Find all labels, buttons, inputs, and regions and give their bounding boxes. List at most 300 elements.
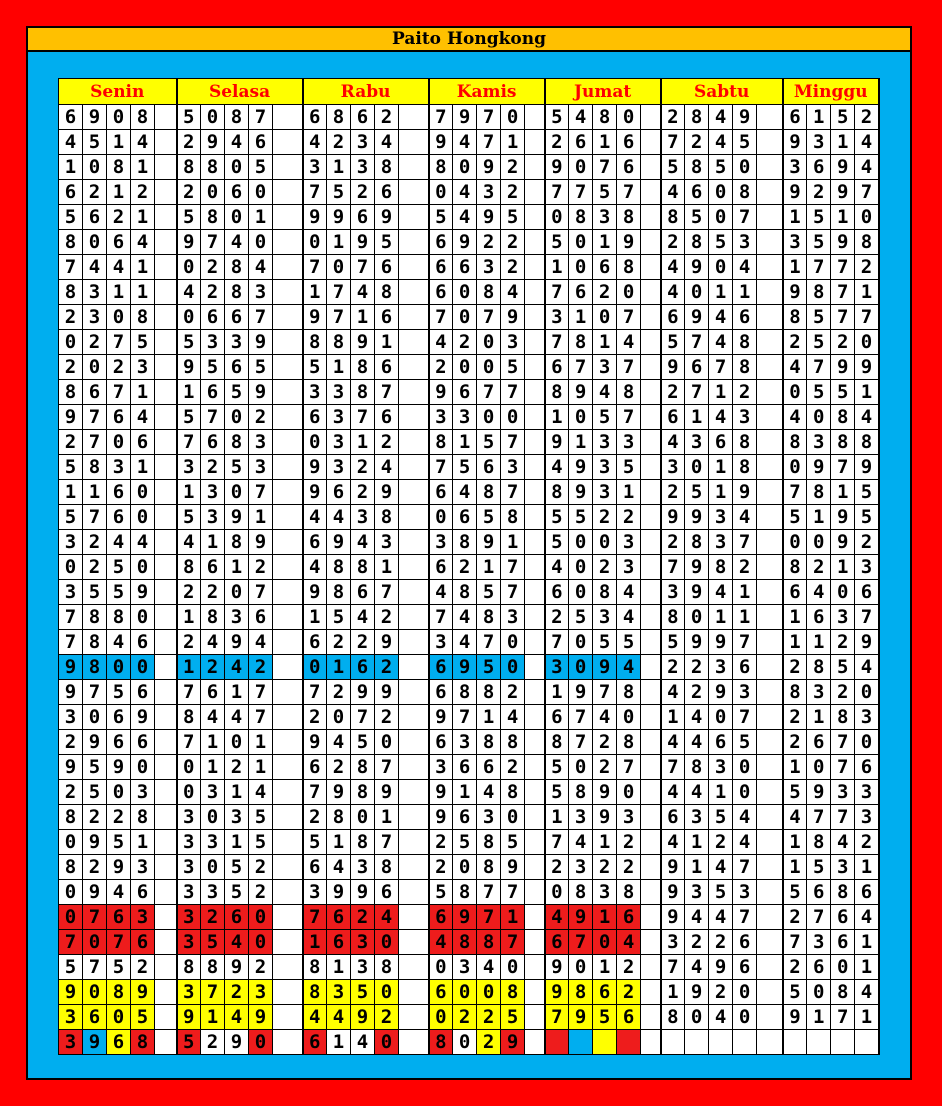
digit-cell: 8: [83, 605, 107, 630]
digit-cell: 2: [807, 180, 831, 205]
digit-cell: 2: [617, 955, 641, 980]
digit-cell: 5: [545, 505, 569, 530]
digit-cell: 9: [501, 305, 525, 330]
digit-cell: 8: [783, 305, 807, 330]
spacer-cell: [641, 805, 661, 830]
digit-cell: 4: [685, 955, 709, 980]
digit-cell: 3: [225, 330, 249, 355]
digit-cell: 3: [733, 405, 757, 430]
digit-cell: 3: [131, 905, 155, 930]
digit-cell: 4: [661, 780, 685, 805]
spacer-cell: [757, 980, 783, 1005]
digit-cell: 5: [545, 230, 569, 255]
spacer-cell: [757, 655, 783, 680]
spacer-cell: [641, 1005, 661, 1030]
digit-cell: 0: [501, 655, 525, 680]
spacer-cell: [399, 605, 429, 630]
digit-cell: 4: [131, 130, 155, 155]
digit-cell: 2: [855, 530, 879, 555]
digit-cell: 4: [733, 830, 757, 855]
spacer-cell: [525, 555, 545, 580]
digit-cell: 1: [351, 305, 375, 330]
digit-cell: 5: [831, 380, 855, 405]
digit-cell: 6: [303, 630, 327, 655]
digit-cell: 5: [249, 830, 273, 855]
spacer-cell: [641, 530, 661, 555]
spacer-cell: [757, 955, 783, 980]
digit-cell: 2: [501, 230, 525, 255]
digit-cell: 7: [477, 130, 501, 155]
digit-cell: 0: [685, 455, 709, 480]
digit-cell: 5: [477, 580, 501, 605]
digit-cell: 0: [617, 105, 641, 130]
digit-cell: 4: [225, 930, 249, 955]
digit-cell: 4: [709, 305, 733, 330]
spacer-cell: [757, 555, 783, 580]
digit-cell: 0: [351, 805, 375, 830]
digit-cell: 4: [709, 330, 733, 355]
digit-cell: 7: [429, 105, 453, 130]
digit-cell: 9: [661, 880, 685, 905]
digit-cell: 8: [107, 155, 131, 180]
digit-cell: 0: [593, 930, 617, 955]
digit-cell: 2: [831, 330, 855, 355]
digit-cell: 8: [477, 855, 501, 880]
digit-cell: 4: [351, 605, 375, 630]
digit-cell: 2: [83, 855, 107, 880]
digit-cell: 0: [569, 405, 593, 430]
digit-cell: 0: [201, 105, 225, 130]
digit-cell: 5: [107, 555, 131, 580]
digit-cell: 0: [249, 180, 273, 205]
digit-cell: 6: [429, 480, 453, 505]
digit-cell: 0: [429, 955, 453, 980]
digit-cell: 9: [249, 530, 273, 555]
digit-cell: 0: [617, 280, 641, 305]
digit-cell: 9: [855, 630, 879, 655]
digit-cell: 8: [855, 430, 879, 455]
digit-cell: 9: [429, 780, 453, 805]
digit-cell: 9: [545, 155, 569, 180]
spacer-cell: [399, 330, 429, 355]
digit-cell: 3: [59, 580, 83, 605]
digit-cell: 0: [249, 905, 273, 930]
digit-cell: 2: [855, 105, 879, 130]
digit-cell: 0: [477, 980, 501, 1005]
digit-cell: 9: [855, 455, 879, 480]
spacer-cell: [399, 455, 429, 480]
spacer-cell: [155, 580, 177, 605]
digit-cell: 9: [429, 805, 453, 830]
spacer-cell: [399, 530, 429, 555]
digit-cell: 3: [131, 355, 155, 380]
digit-cell: 6: [131, 730, 155, 755]
digit-cell: 7: [83, 430, 107, 455]
digit-cell: 6: [327, 905, 351, 930]
digit-cell: 3: [59, 705, 83, 730]
digit-cell: 8: [225, 105, 249, 130]
digit-cell: 7: [59, 630, 83, 655]
digit-cell: 4: [617, 580, 641, 605]
spacer-cell: [525, 230, 545, 255]
digit-cell: 0: [375, 730, 399, 755]
spacer-cell: [155, 305, 177, 330]
digit-cell: 1: [303, 605, 327, 630]
digit-cell: 1: [201, 730, 225, 755]
spacer-cell: [399, 730, 429, 755]
digit-cell: 9: [351, 230, 375, 255]
digit-cell: 6: [225, 180, 249, 205]
digit-cell: 9: [327, 530, 351, 555]
spacer-cell: [641, 480, 661, 505]
digit-cell: 9: [59, 405, 83, 430]
spacer-cell: [273, 805, 303, 830]
digit-cell: 1: [249, 505, 273, 530]
digit-cell: 8: [453, 530, 477, 555]
spacer-cell: [757, 1030, 783, 1055]
digit-cell: 4: [661, 430, 685, 455]
spacer-cell: [273, 980, 303, 1005]
digit-cell: 7: [545, 330, 569, 355]
spacer-cell: [757, 105, 783, 130]
digit-cell: 8: [617, 880, 641, 905]
day-header-jumat: Jumat: [545, 79, 661, 105]
spacer-cell: [641, 255, 661, 280]
digit-cell: 8: [201, 205, 225, 230]
spacer-cell: [641, 955, 661, 980]
digit-cell: 4: [685, 705, 709, 730]
digit-cell: 4: [107, 530, 131, 555]
digit-cell: 6: [453, 380, 477, 405]
spacer-cell: [525, 355, 545, 380]
digit-cell: 1: [807, 630, 831, 655]
digit-cell: 7: [545, 1005, 569, 1030]
spacer-cell: [641, 405, 661, 430]
spacer-cell: [273, 430, 303, 455]
digit-cell: 8: [807, 655, 831, 680]
spacer-cell: [757, 480, 783, 505]
digit-cell: 4: [617, 655, 641, 680]
digit-cell: 0: [569, 255, 593, 280]
digit-cell: 6: [351, 205, 375, 230]
digit-cell: 0: [569, 655, 593, 680]
digit-cell: 4: [569, 105, 593, 130]
digit-cell: 9: [661, 905, 685, 930]
digit-cell: 8: [83, 630, 107, 655]
empty-cell: [855, 1030, 879, 1055]
digit-cell: 6: [617, 155, 641, 180]
digit-cell: 4: [107, 255, 131, 280]
digit-cell: 2: [131, 955, 155, 980]
digit-cell: 6: [709, 430, 733, 455]
digit-cell: 8: [617, 380, 641, 405]
digit-cell: 4: [303, 505, 327, 530]
table-row: [59, 730, 879, 755]
digit-cell: 9: [685, 980, 709, 1005]
digit-cell: 3: [303, 155, 327, 180]
digit-cell: 3: [831, 780, 855, 805]
digit-cell: 3: [83, 280, 107, 305]
spacer-cell: [273, 305, 303, 330]
digit-cell: 6: [201, 555, 225, 580]
digit-cell: 2: [59, 730, 83, 755]
digit-cell: 0: [831, 580, 855, 605]
digit-cell: 2: [375, 105, 399, 130]
spacer-cell: [273, 605, 303, 630]
digit-cell: 8: [59, 230, 83, 255]
spacer-cell: [399, 405, 429, 430]
digit-cell: 7: [831, 255, 855, 280]
spacer-cell: [757, 280, 783, 305]
digit-cell: 3: [327, 980, 351, 1005]
digit-cell: 2: [783, 705, 807, 730]
digit-cell: 0: [249, 930, 273, 955]
digit-cell: 1: [807, 705, 831, 730]
digit-cell: 7: [855, 180, 879, 205]
digit-cell: 4: [375, 905, 399, 930]
table-row: [59, 780, 879, 805]
digit-cell: 8: [807, 830, 831, 855]
digit-cell: 3: [351, 155, 375, 180]
spacer-cell: [757, 680, 783, 705]
digit-cell: 1: [327, 830, 351, 855]
digit-cell: 7: [429, 605, 453, 630]
digit-cell: 6: [783, 105, 807, 130]
spacer-cell: [525, 705, 545, 730]
spacer-cell: [757, 455, 783, 480]
spacer-cell: [155, 230, 177, 255]
digit-cell: 1: [733, 605, 757, 630]
digit-cell: 4: [453, 205, 477, 230]
digit-cell: 1: [783, 830, 807, 855]
digit-cell: 1: [685, 855, 709, 880]
digit-cell: 4: [327, 855, 351, 880]
digit-cell: 7: [783, 480, 807, 505]
digit-cell: 3: [807, 130, 831, 155]
digit-cell: 0: [131, 555, 155, 580]
digit-cell: 7: [83, 955, 107, 980]
digit-cell: 0: [783, 380, 807, 405]
digit-cell: 8: [131, 305, 155, 330]
digit-cell: 8: [593, 105, 617, 130]
digit-cell: 8: [453, 680, 477, 705]
digit-cell: 5: [83, 780, 107, 805]
digit-cell: 0: [59, 830, 83, 855]
digit-cell: 8: [59, 280, 83, 305]
digit-cell: 0: [501, 105, 525, 130]
digit-cell: 2: [225, 980, 249, 1005]
digit-cell: 6: [107, 230, 131, 255]
spacer-cell: [641, 355, 661, 380]
digit-cell: 8: [225, 430, 249, 455]
digit-cell: 7: [617, 305, 641, 330]
spacer-cell: [273, 280, 303, 305]
spacer-cell: [155, 505, 177, 530]
digit-cell: 9: [709, 955, 733, 980]
digit-cell: 0: [429, 505, 453, 530]
digit-cell: 0: [807, 980, 831, 1005]
digit-cell: 2: [617, 830, 641, 855]
digit-cell: 8: [501, 505, 525, 530]
spacer-cell: [399, 105, 429, 130]
digit-cell: 0: [59, 330, 83, 355]
digit-cell: 2: [685, 930, 709, 955]
digit-cell: 4: [327, 505, 351, 530]
digit-cell: 6: [303, 530, 327, 555]
digit-cell: 9: [225, 955, 249, 980]
digit-cell: 3: [177, 980, 201, 1005]
digit-cell: 2: [661, 480, 685, 505]
digit-cell: 5: [59, 955, 83, 980]
spacer-cell: [273, 1005, 303, 1030]
table-row: [59, 230, 879, 255]
digit-cell: 7: [477, 305, 501, 330]
digit-cell: 1: [131, 455, 155, 480]
digit-cell: 1: [225, 680, 249, 705]
digit-cell: 2: [593, 855, 617, 880]
digit-cell: 2: [201, 455, 225, 480]
spacer-cell: [757, 255, 783, 280]
digit-cell: 9: [453, 905, 477, 930]
digit-cell: 0: [807, 405, 831, 430]
digit-cell: 3: [807, 680, 831, 705]
digit-cell: 9: [177, 1005, 201, 1030]
digit-cell: 8: [375, 955, 399, 980]
spacer-cell: [641, 980, 661, 1005]
spacer-cell: [757, 430, 783, 455]
digit-cell: 5: [429, 880, 453, 905]
digit-cell: 8: [327, 555, 351, 580]
digit-cell: 1: [453, 430, 477, 455]
digit-cell: 6: [617, 905, 641, 930]
digit-cell: 1: [709, 480, 733, 505]
digit-cell: 8: [177, 155, 201, 180]
digit-cell: 2: [477, 230, 501, 255]
spacer-cell: [641, 455, 661, 480]
digit-cell: 2: [131, 180, 155, 205]
digit-cell: 5: [375, 230, 399, 255]
digit-cell: 0: [453, 355, 477, 380]
digit-cell: 8: [83, 455, 107, 480]
digit-cell: 8: [569, 205, 593, 230]
table-row: [59, 980, 879, 1005]
digit-cell: 6: [375, 405, 399, 430]
spacer-cell: [757, 705, 783, 730]
digit-cell: 7: [831, 730, 855, 755]
digit-cell: 7: [477, 380, 501, 405]
digit-cell: 6: [855, 880, 879, 905]
digit-cell: 3: [59, 1030, 83, 1055]
spacer-cell: [757, 230, 783, 255]
digit-cell: 8: [351, 755, 375, 780]
digit-cell: 7: [661, 755, 685, 780]
digit-cell: 5: [177, 505, 201, 530]
digit-cell: 9: [107, 755, 131, 780]
digit-cell: 9: [177, 355, 201, 380]
digit-cell: 4: [709, 405, 733, 430]
digit-cell: 0: [569, 580, 593, 605]
spacer-cell: [525, 305, 545, 330]
spacer-cell: [273, 580, 303, 605]
digit-cell: 8: [201, 605, 225, 630]
spacer-cell: [525, 905, 545, 930]
digit-cell: 9: [477, 530, 501, 555]
digit-cell: 6: [59, 180, 83, 205]
spacer-cell: [399, 430, 429, 455]
digit-cell: 9: [83, 105, 107, 130]
table-row: [59, 405, 879, 430]
spacer-cell: [399, 1030, 429, 1055]
digit-cell: 8: [477, 280, 501, 305]
spacer-cell: [525, 580, 545, 605]
spacer-cell: [273, 455, 303, 480]
digit-cell: 8: [477, 930, 501, 955]
digit-cell: 3: [177, 905, 201, 930]
spacer-cell: [155, 205, 177, 230]
spacer-cell: [155, 605, 177, 630]
digit-cell: 4: [733, 805, 757, 830]
digit-cell: 0: [733, 980, 757, 1005]
digit-cell: 9: [831, 355, 855, 380]
digit-cell: 2: [783, 905, 807, 930]
digit-cell: 6: [429, 980, 453, 1005]
digit-cell: 9: [375, 205, 399, 230]
digit-cell: 7: [477, 630, 501, 655]
digit-cell: 0: [855, 205, 879, 230]
table-row: [59, 655, 879, 680]
digit-cell: 5: [783, 880, 807, 905]
digit-cell: 6: [617, 130, 641, 155]
digit-cell: 2: [177, 130, 201, 155]
digit-cell: 2: [429, 855, 453, 880]
digit-cell: 3: [685, 430, 709, 455]
spacer-cell: [273, 830, 303, 855]
digit-cell: 1: [855, 280, 879, 305]
digit-cell: 6: [201, 305, 225, 330]
digit-cell: 8: [59, 855, 83, 880]
digit-cell: 0: [733, 1005, 757, 1030]
digit-cell: 7: [593, 155, 617, 180]
digit-cell: 9: [783, 1005, 807, 1030]
digit-cell: 5: [303, 355, 327, 380]
digit-cell: 3: [501, 330, 525, 355]
spacer-cell: [641, 880, 661, 905]
digit-cell: 8: [807, 480, 831, 505]
digit-cell: 2: [327, 680, 351, 705]
digit-cell: 8: [131, 805, 155, 830]
digit-cell: 4: [709, 130, 733, 155]
digit-cell: 3: [201, 880, 225, 905]
digit-cell: 3: [617, 530, 641, 555]
digit-cell: 2: [327, 630, 351, 655]
digit-cell: 5: [201, 930, 225, 955]
digit-cell: 1: [593, 955, 617, 980]
spacer-cell: [155, 555, 177, 580]
spacer-cell: [155, 880, 177, 905]
digit-cell: 2: [177, 630, 201, 655]
digit-cell: 4: [453, 180, 477, 205]
digit-cell: 3: [501, 455, 525, 480]
digit-cell: 0: [569, 555, 593, 580]
digit-cell: 9: [831, 230, 855, 255]
digit-cell: 7: [831, 1005, 855, 1030]
digit-cell: 3: [201, 780, 225, 805]
digit-cell: 3: [593, 355, 617, 380]
digit-cell: 0: [453, 980, 477, 1005]
digit-cell: 0: [201, 805, 225, 830]
digit-cell: 5: [59, 505, 83, 530]
digit-cell: 6: [685, 355, 709, 380]
